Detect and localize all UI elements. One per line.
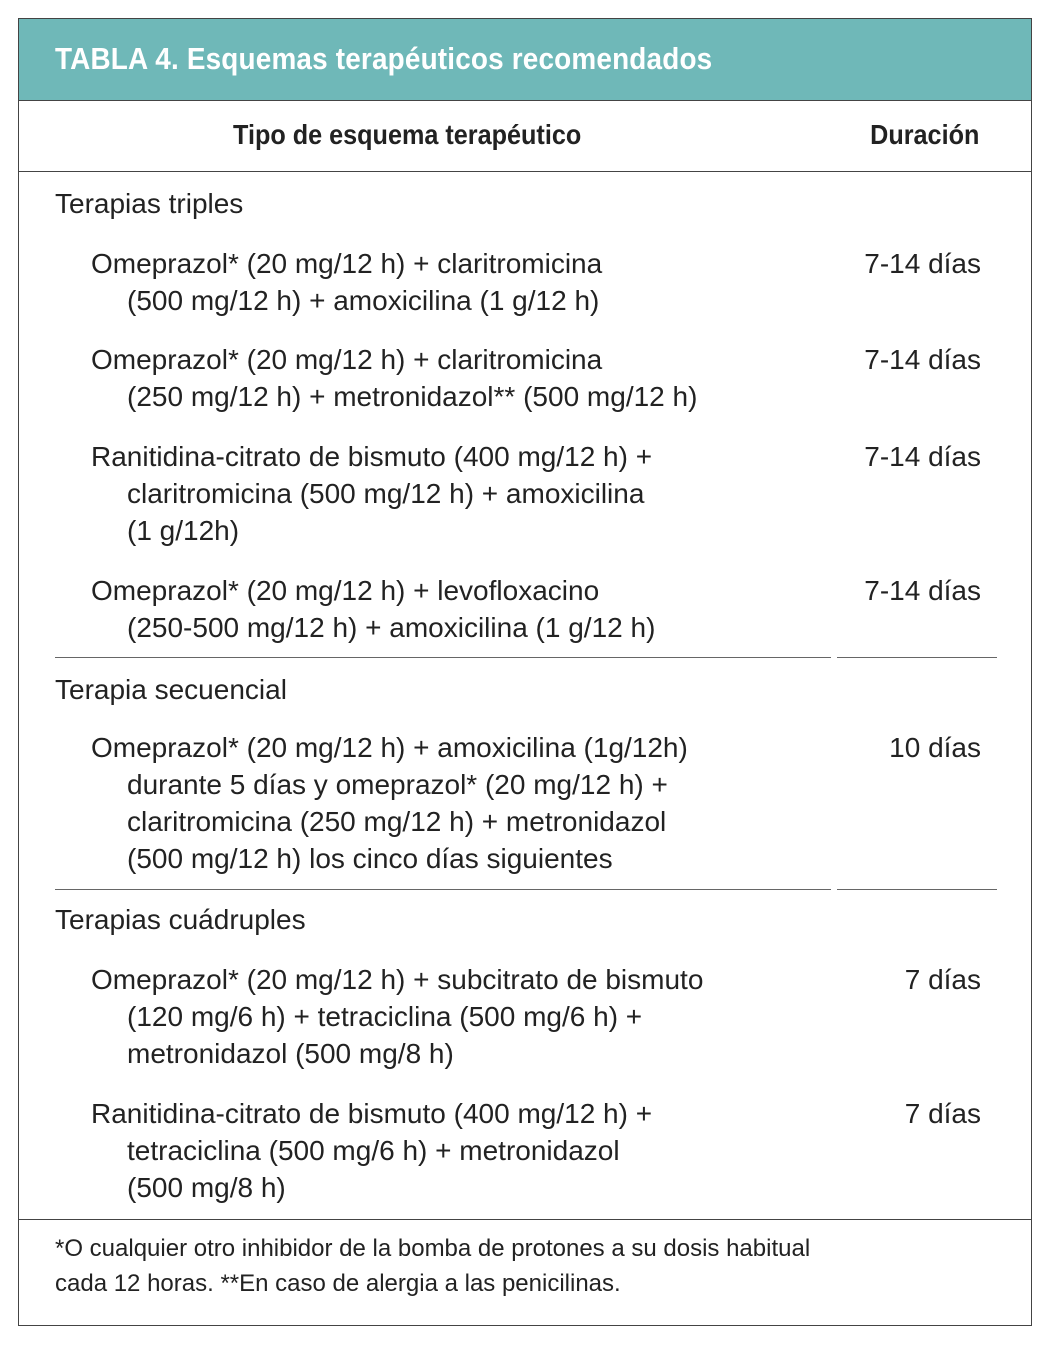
row-text-line: Ranitidina-citrato de bismuto (400 mg/12 h) + [91, 1098, 653, 1129]
footnote [55, 1231, 810, 1301]
table-frame [18, 18, 1032, 1326]
section-label-sequential: Terapia secuencial [55, 674, 287, 705]
row-text-line: (250-500 mg/12 h) + amoxicilina (1 g/12 h) [127, 612, 656, 643]
table-row [91, 341, 697, 415]
row-text-line: durante 5 días y omeprazol* (20 mg/12 h) + [127, 769, 668, 800]
table-row [91, 245, 602, 319]
row-duration: 10 días [889, 732, 981, 763]
footnote-line: cada 12 horas. **En caso de alergia a las penicilinas. [55, 1270, 621, 1297]
footnote-line: *O cualquier otro inhibidor de la bomba de protones a su dosis habitual [55, 1235, 811, 1262]
row-duration: 7-14 días [864, 248, 981, 279]
row-duration: 7-14 días [864, 441, 981, 472]
row-text-line: Omeprazol* (20 mg/12 h) + subcitrato de bismuto [91, 964, 704, 995]
table-row [91, 1095, 652, 1206]
table-row [91, 572, 655, 646]
row-text-line: Ranitidina-citrato de bismuto (400 mg/12 h) + [91, 441, 653, 472]
column-header-duration: Duración [869, 119, 979, 150]
column-header-scheme: Tipo de esquema terapéutico [233, 119, 582, 150]
table-title: TABLA 4. Esquemas terapéuticos recomendados [55, 41, 713, 76]
row-text-line: Omeprazol* (20 mg/12 h) + amoxicilina (1g/12h) [91, 732, 688, 763]
row-duration: 7-14 días [864, 344, 981, 375]
section-label-triples: Terapias triples [55, 188, 244, 219]
section-divider [837, 889, 997, 890]
section-divider [55, 889, 831, 890]
title-bar [19, 19, 1031, 101]
row-text-line: (250 mg/12 h) + metronidazol** (500 mg/12 h) [127, 381, 698, 412]
section-divider [55, 657, 831, 658]
row-duration: 7 días [904, 964, 981, 995]
row-duration: 7-14 días [864, 575, 981, 606]
footnote-divider [19, 1219, 1031, 1220]
header-row [19, 101, 1031, 172]
row-text-line: Omeprazol* (20 mg/12 h) + levofloxacino [91, 575, 600, 606]
table-row [91, 729, 688, 877]
row-text-line: Omeprazol* (20 mg/12 h) + claritromicina [91, 248, 603, 279]
row-text-line: (1 g/12h) [127, 515, 240, 546]
section-label-quadruple: Terapias cuádruples [55, 904, 306, 935]
row-text-line: (120 mg/6 h) + tetraciclina (500 mg/6 h) + [127, 1001, 643, 1032]
row-text-line: (500 mg/12 h) + amoxicilina (1 g/12 h) [127, 285, 600, 316]
table-row [91, 961, 703, 1072]
section-divider [837, 657, 997, 658]
row-duration: 7 días [904, 1098, 981, 1129]
table-row [91, 438, 652, 549]
row-text-line: Omeprazol* (20 mg/12 h) + claritromicina [91, 344, 603, 375]
row-text-line: (500 mg/12 h) los cinco días siguientes [127, 843, 613, 874]
row-text-line: tetraciclina (500 mg/6 h) + metronidazol [127, 1135, 620, 1166]
row-text-line: claritromicina (500 mg/12 h) + amoxicilina [127, 478, 645, 509]
row-text-line: (500 mg/8 h) [127, 1172, 286, 1203]
row-text-line: claritromicina (250 mg/12 h) + metronidazol [127, 806, 667, 837]
row-text-line: metronidazol (500 mg/8 h) [127, 1038, 454, 1069]
